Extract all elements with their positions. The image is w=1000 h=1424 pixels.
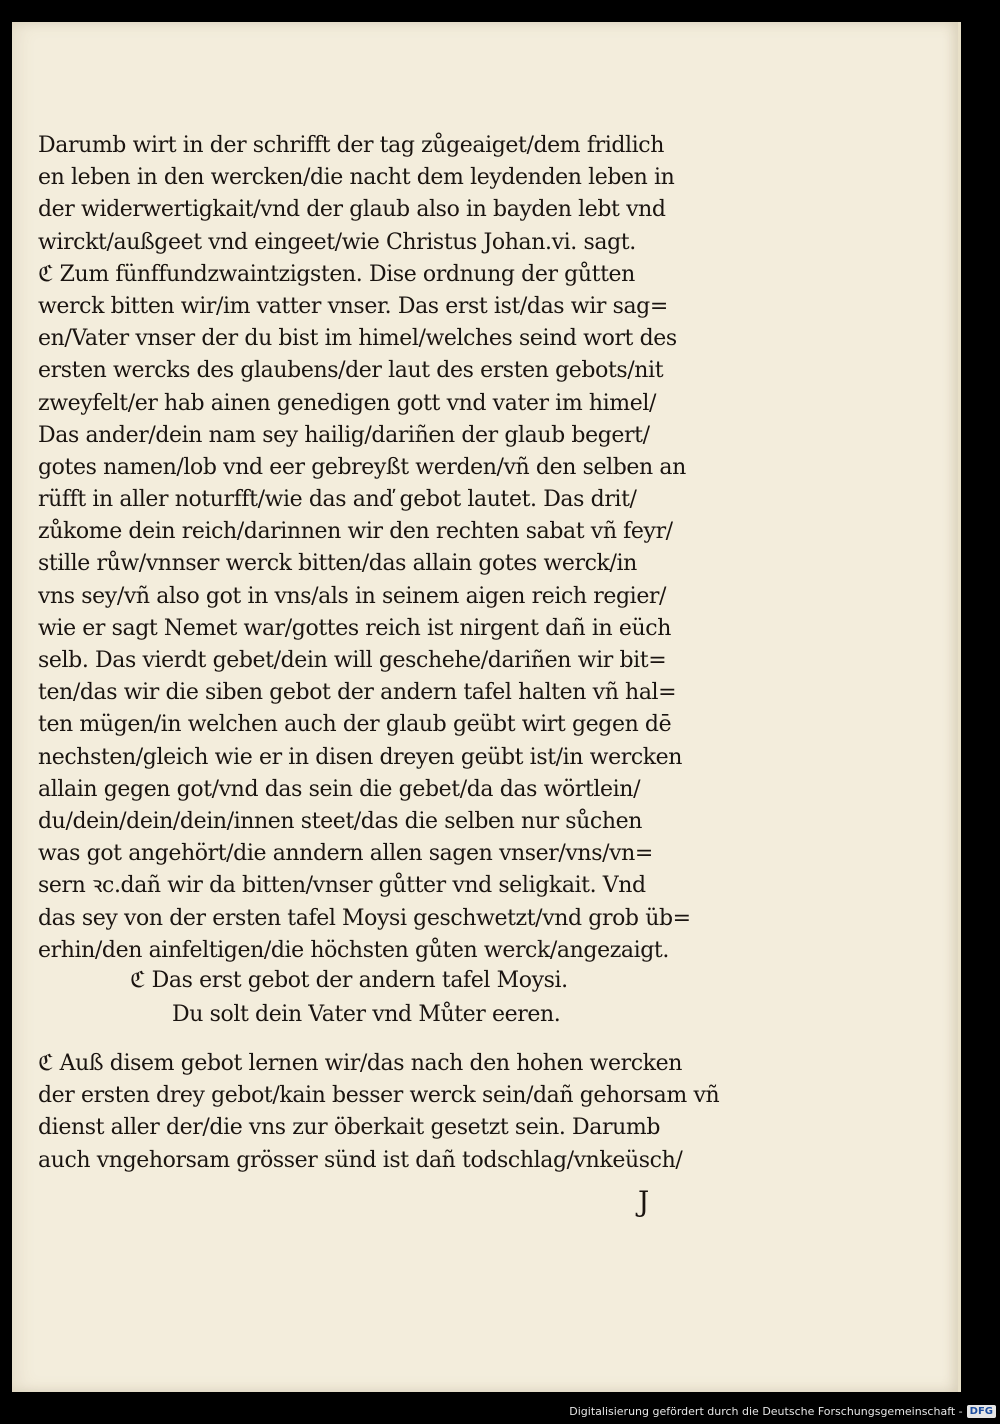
text-line: du/dein/dein/dein/innen steet/das die selben nur sůchen	[38, 808, 643, 834]
section-heading	[130, 964, 568, 1032]
heading-line-1: ℭ Das erst gebot der andern tafel Moysi.	[130, 968, 568, 993]
text-line: en leben in den wercken/die nacht dem leydenden leben in	[38, 165, 675, 191]
text-line: Darumb wirt in der schrifft der tag zůgeaiget/dem fridlich	[38, 133, 664, 158]
dfg-logo: DFG	[967, 1405, 996, 1418]
text-line: was got angehört/die anndern allen sagen vnser/vns/vn=	[38, 841, 653, 867]
text-line: wirckt/außgeet vnd eingeet/wie Christus Johan.vi. sagt.	[38, 229, 636, 255]
text-line: wie er sagt Nemet war/gottes reich ist nirgent dañ in eüch	[38, 615, 671, 641]
text-line: allain gegen got/vnd das sein die gebet/da das wörtlein/	[38, 776, 641, 802]
text-line: ten/das wir die siben gebot der andern tafel halten vñ hal=	[38, 680, 677, 706]
text-line: ℭ Auß disem gebot lernen wir/das nach den hohen wercken	[38, 1051, 682, 1076]
main-paragraph	[38, 130, 778, 967]
signature-mark: J	[638, 1185, 650, 1218]
text-line: en/Vater vnser der du bist im himel/welches seind wort des	[38, 326, 677, 352]
text-line: ten mügen/in welchen auch der glaub geübt wirt gegen dē	[38, 712, 672, 738]
book-page	[12, 22, 961, 1392]
text-line: ersten wercks des glaubens/der laut des ersten gebots/nit	[38, 358, 664, 384]
footer-credit: Digitalisierung gefördert durch die Deutsche Forschungsgemeinschaft -	[569, 1404, 963, 1418]
text-line: rüfft in aller noturfft/wie das anď gebot lautet. Das drit/	[38, 487, 637, 513]
text-line: das sey von der ersten tafel Moysi geschwetzt/vnd grob üb=	[38, 905, 691, 931]
text-line: Das ander/dein nam sey hailig/dariñen der glaub begert/	[38, 422, 650, 448]
text-line: dienst aller der/die vns zur öberkait gesetzt sein. Darumb	[38, 1115, 661, 1141]
text-line: ℭ Zum fünffundzwaintzigsten. Dise ordnung der gůtten	[38, 261, 635, 287]
text-line: gotes namen/lob vnd eer gebreyßt werden/vñ den selben an	[38, 454, 686, 480]
after-paragraph	[38, 1048, 778, 1177]
text-line: der widerwertigkait/vnd der glaub also in bayden lebt vnd	[38, 197, 666, 223]
text-line: auch vngehorsam grösser sünd ist dañ todschlag/vnkeüsch/	[38, 1147, 683, 1173]
text-line: zweyfelt/er hab ainen genedigen gott vnd vater im himel/	[38, 390, 657, 416]
text-line: der ersten drey gebot/kain besser werck sein/dañ gehorsam vñ	[38, 1083, 720, 1109]
text-line: selb. Das vierdt gebet/dein will geschehe/dariñen wir bit=	[38, 648, 667, 673]
text-line: nechsten/gleich wie er in disen dreyen geübt ist/in wercken	[38, 744, 683, 770]
digitization-footer	[569, 1402, 1000, 1420]
heading-line-2: Du solt dein Vater vnd Můter eeren.	[172, 1002, 561, 1027]
text-line: stille růw/vnnser werck bitten/das allain gotes werck/in	[38, 551, 637, 577]
text-line: zůkome dein reich/darinnen wir den rechten sabat vñ feyr/	[38, 519, 673, 545]
text-line: sern ꝛc.dañ wir da bitten/vnser gůtter vnd seligkait. Vnd	[38, 873, 646, 899]
text-line: vns sey/vñ also got in vns/als in seinem aigen reich regier/	[38, 583, 667, 609]
text-line: erhin/den ainfeltigen/die höchsten gůten werck/angezaigt.	[38, 937, 669, 963]
text-line: werck bitten wir/im vatter vnser. Das erst ist/das wir sag=	[38, 293, 668, 319]
